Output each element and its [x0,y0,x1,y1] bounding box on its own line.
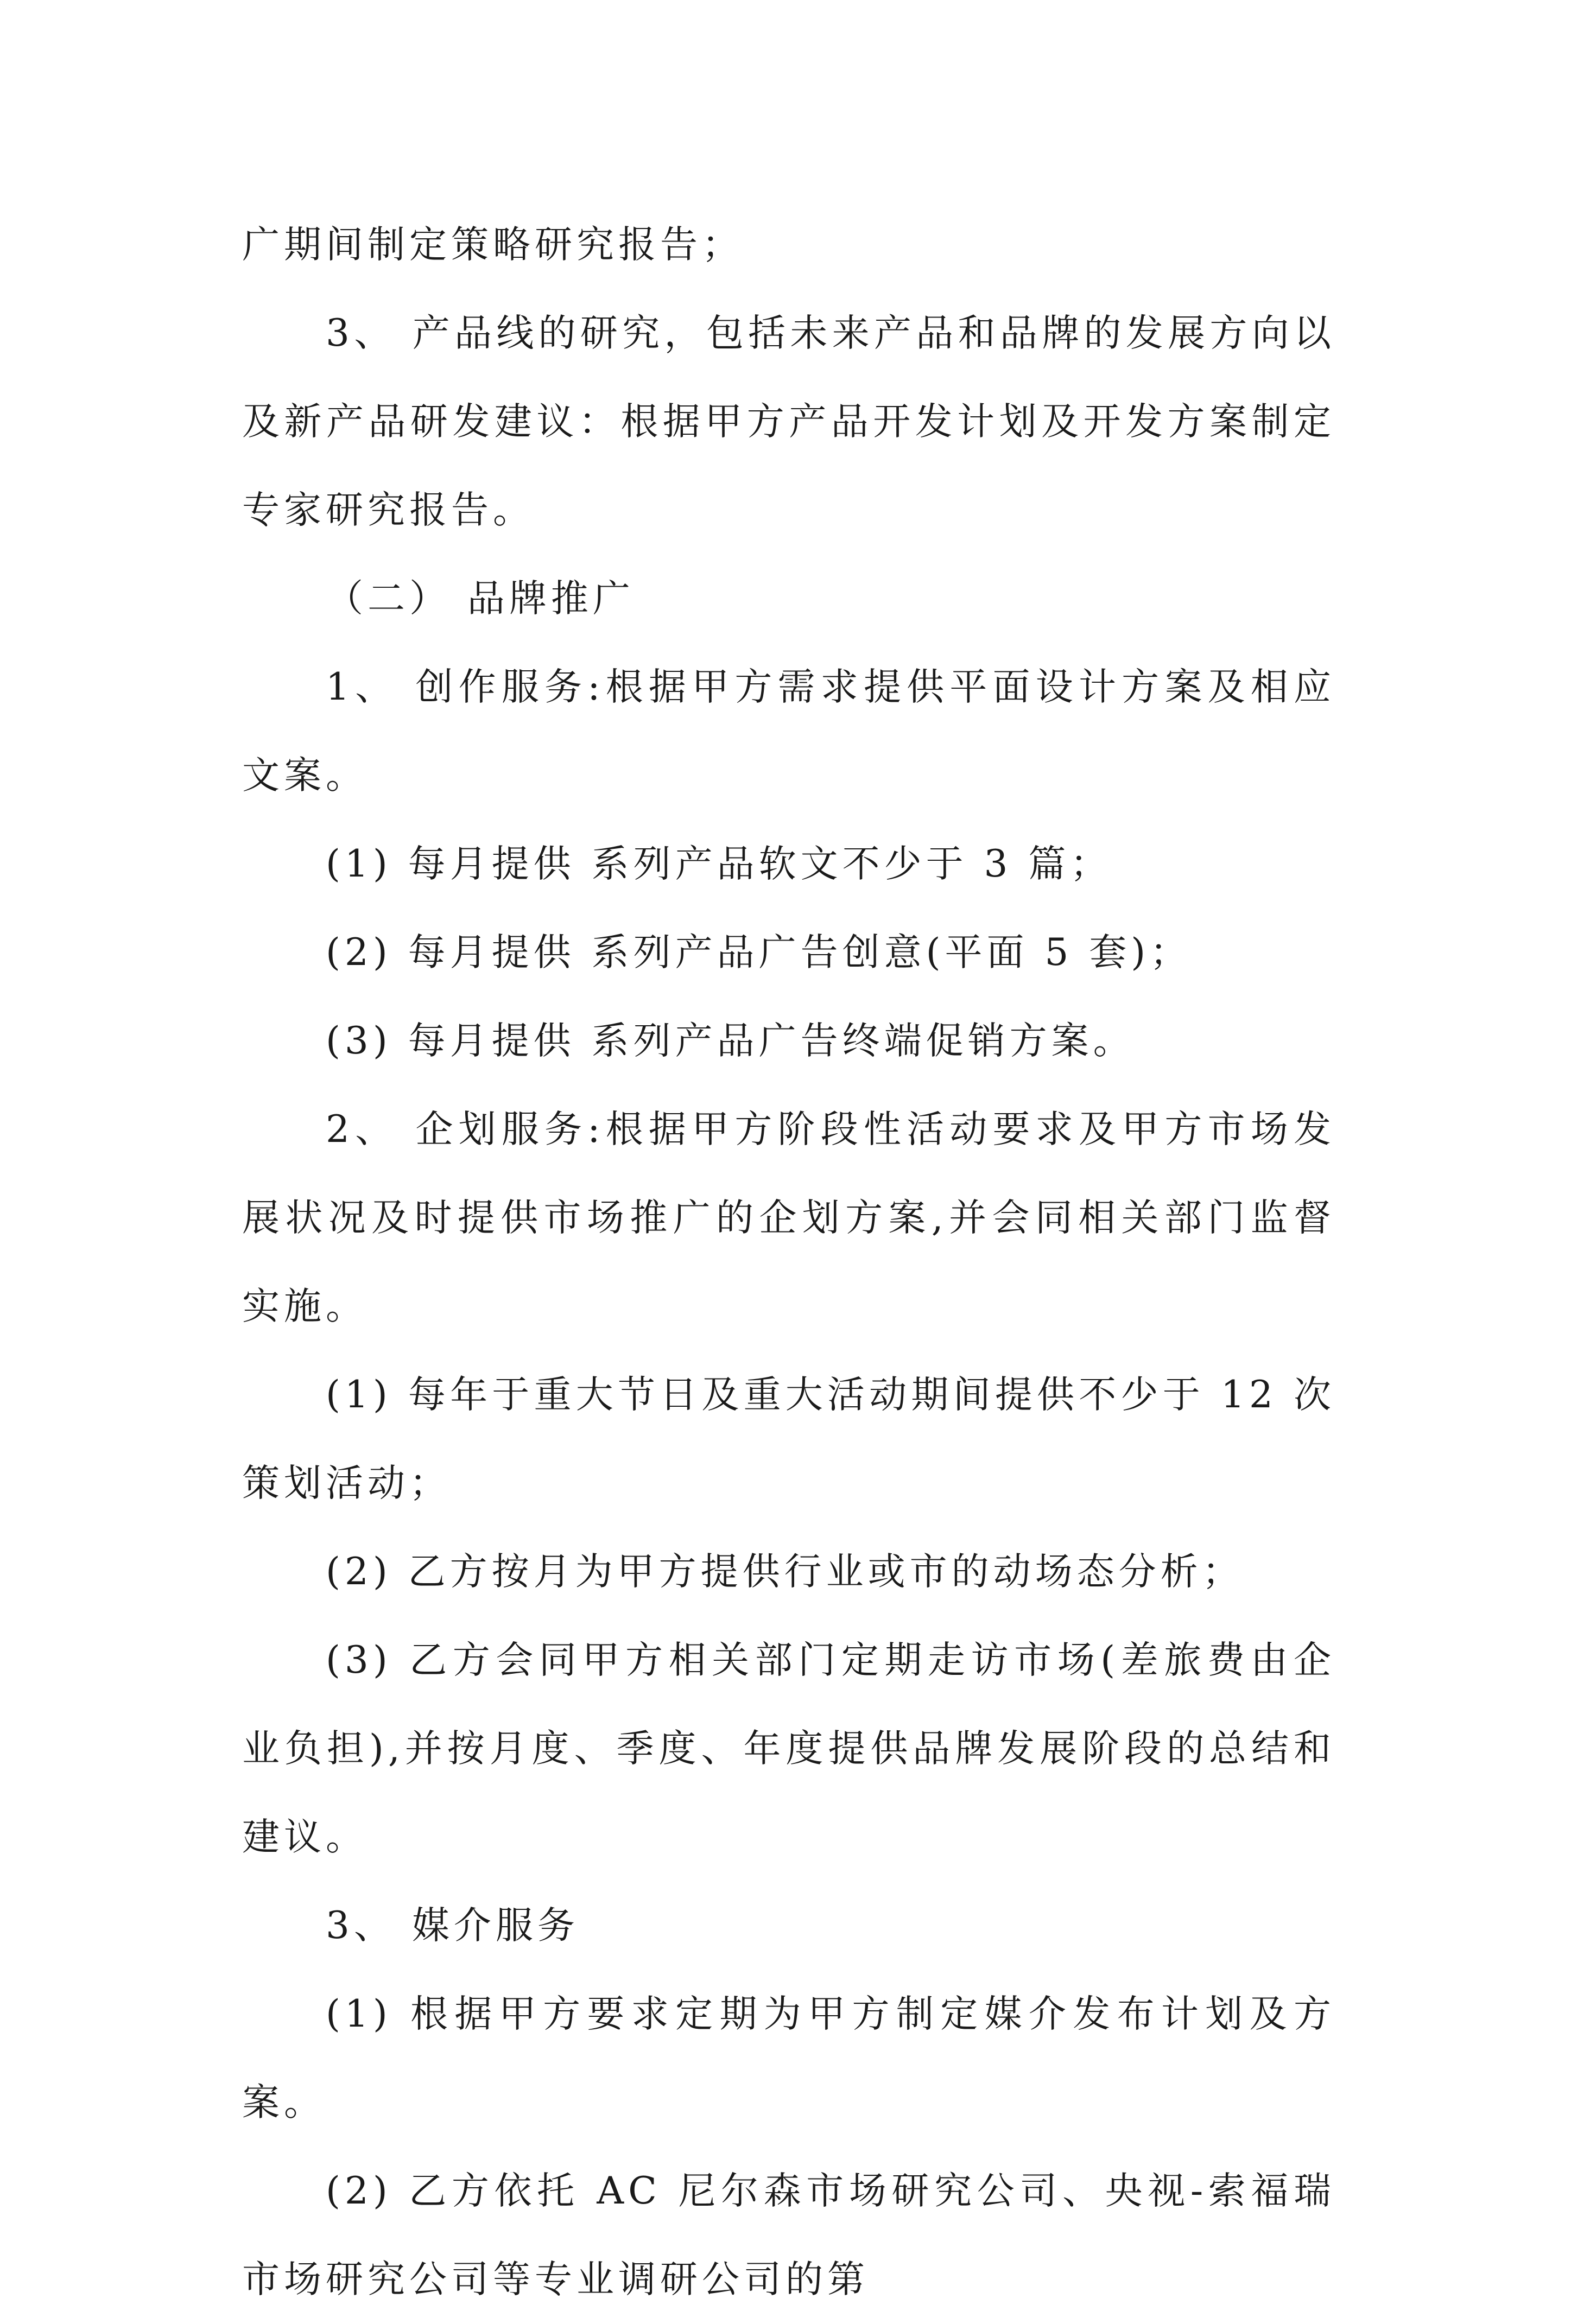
paragraph-11: (3) 乙方会同甲方相关部门定期走访市场(差旅费由企业负担),并按月度、季度、年度提供品牌发展阶段的总结和建议。 [242,1639,1335,1859]
paragraph-5: (1) 每月提供 系列产品软文不少于 3 篇； [326,842,1112,886]
paragraph-3-heading: （二） 品牌推广 [326,577,635,620]
paragraph-14: (2) 乙方依托 AC 尼尔森市场研究公司、央视-索福瑞市场研究公司等专业调研公司的第 [242,2169,1335,2301]
paragraph-8: 2、 企划服务:根据甲方阶段性活动要求及甲方市场发展状况及时提供市场推广的企划方案,并会同相关部门监督实施。 [242,1108,1335,1328]
document-body [242,201,1335,2324]
paragraph-7: (3) 每月提供 系列产品广告终端促销方案。 [326,1019,1135,1063]
paragraph-4: 1、 创作服务:根据甲方需求提供平面设计方案及相应文案。 [242,665,1335,797]
paragraph-2: 3、 产品线的研究，包括未来产品和品牌的发展方向以及新产品研发建议：根据甲方产品开发计划及开发方案制定专家研究报告。 [242,312,1335,532]
paragraph-6: (2) 每月提供 系列产品广告创意(平面 5 套)； [326,931,1192,974]
paragraph-10: (2) 乙方按月为甲方提供行业或市的动场态分析； [326,1550,1244,1593]
paragraph-12: 3、 媒介服务 [326,1904,579,1947]
paragraph-9: (1) 每年于重大节日及重大活动期间提供不少于 12 次策划活动； [242,1373,1335,1505]
paragraph-13: (1) 根据甲方要求定期为甲方制定媒介发布计划及方案。 [242,1992,1335,2124]
paragraph-1: 广期间制定策略研究报告； [242,223,744,266]
